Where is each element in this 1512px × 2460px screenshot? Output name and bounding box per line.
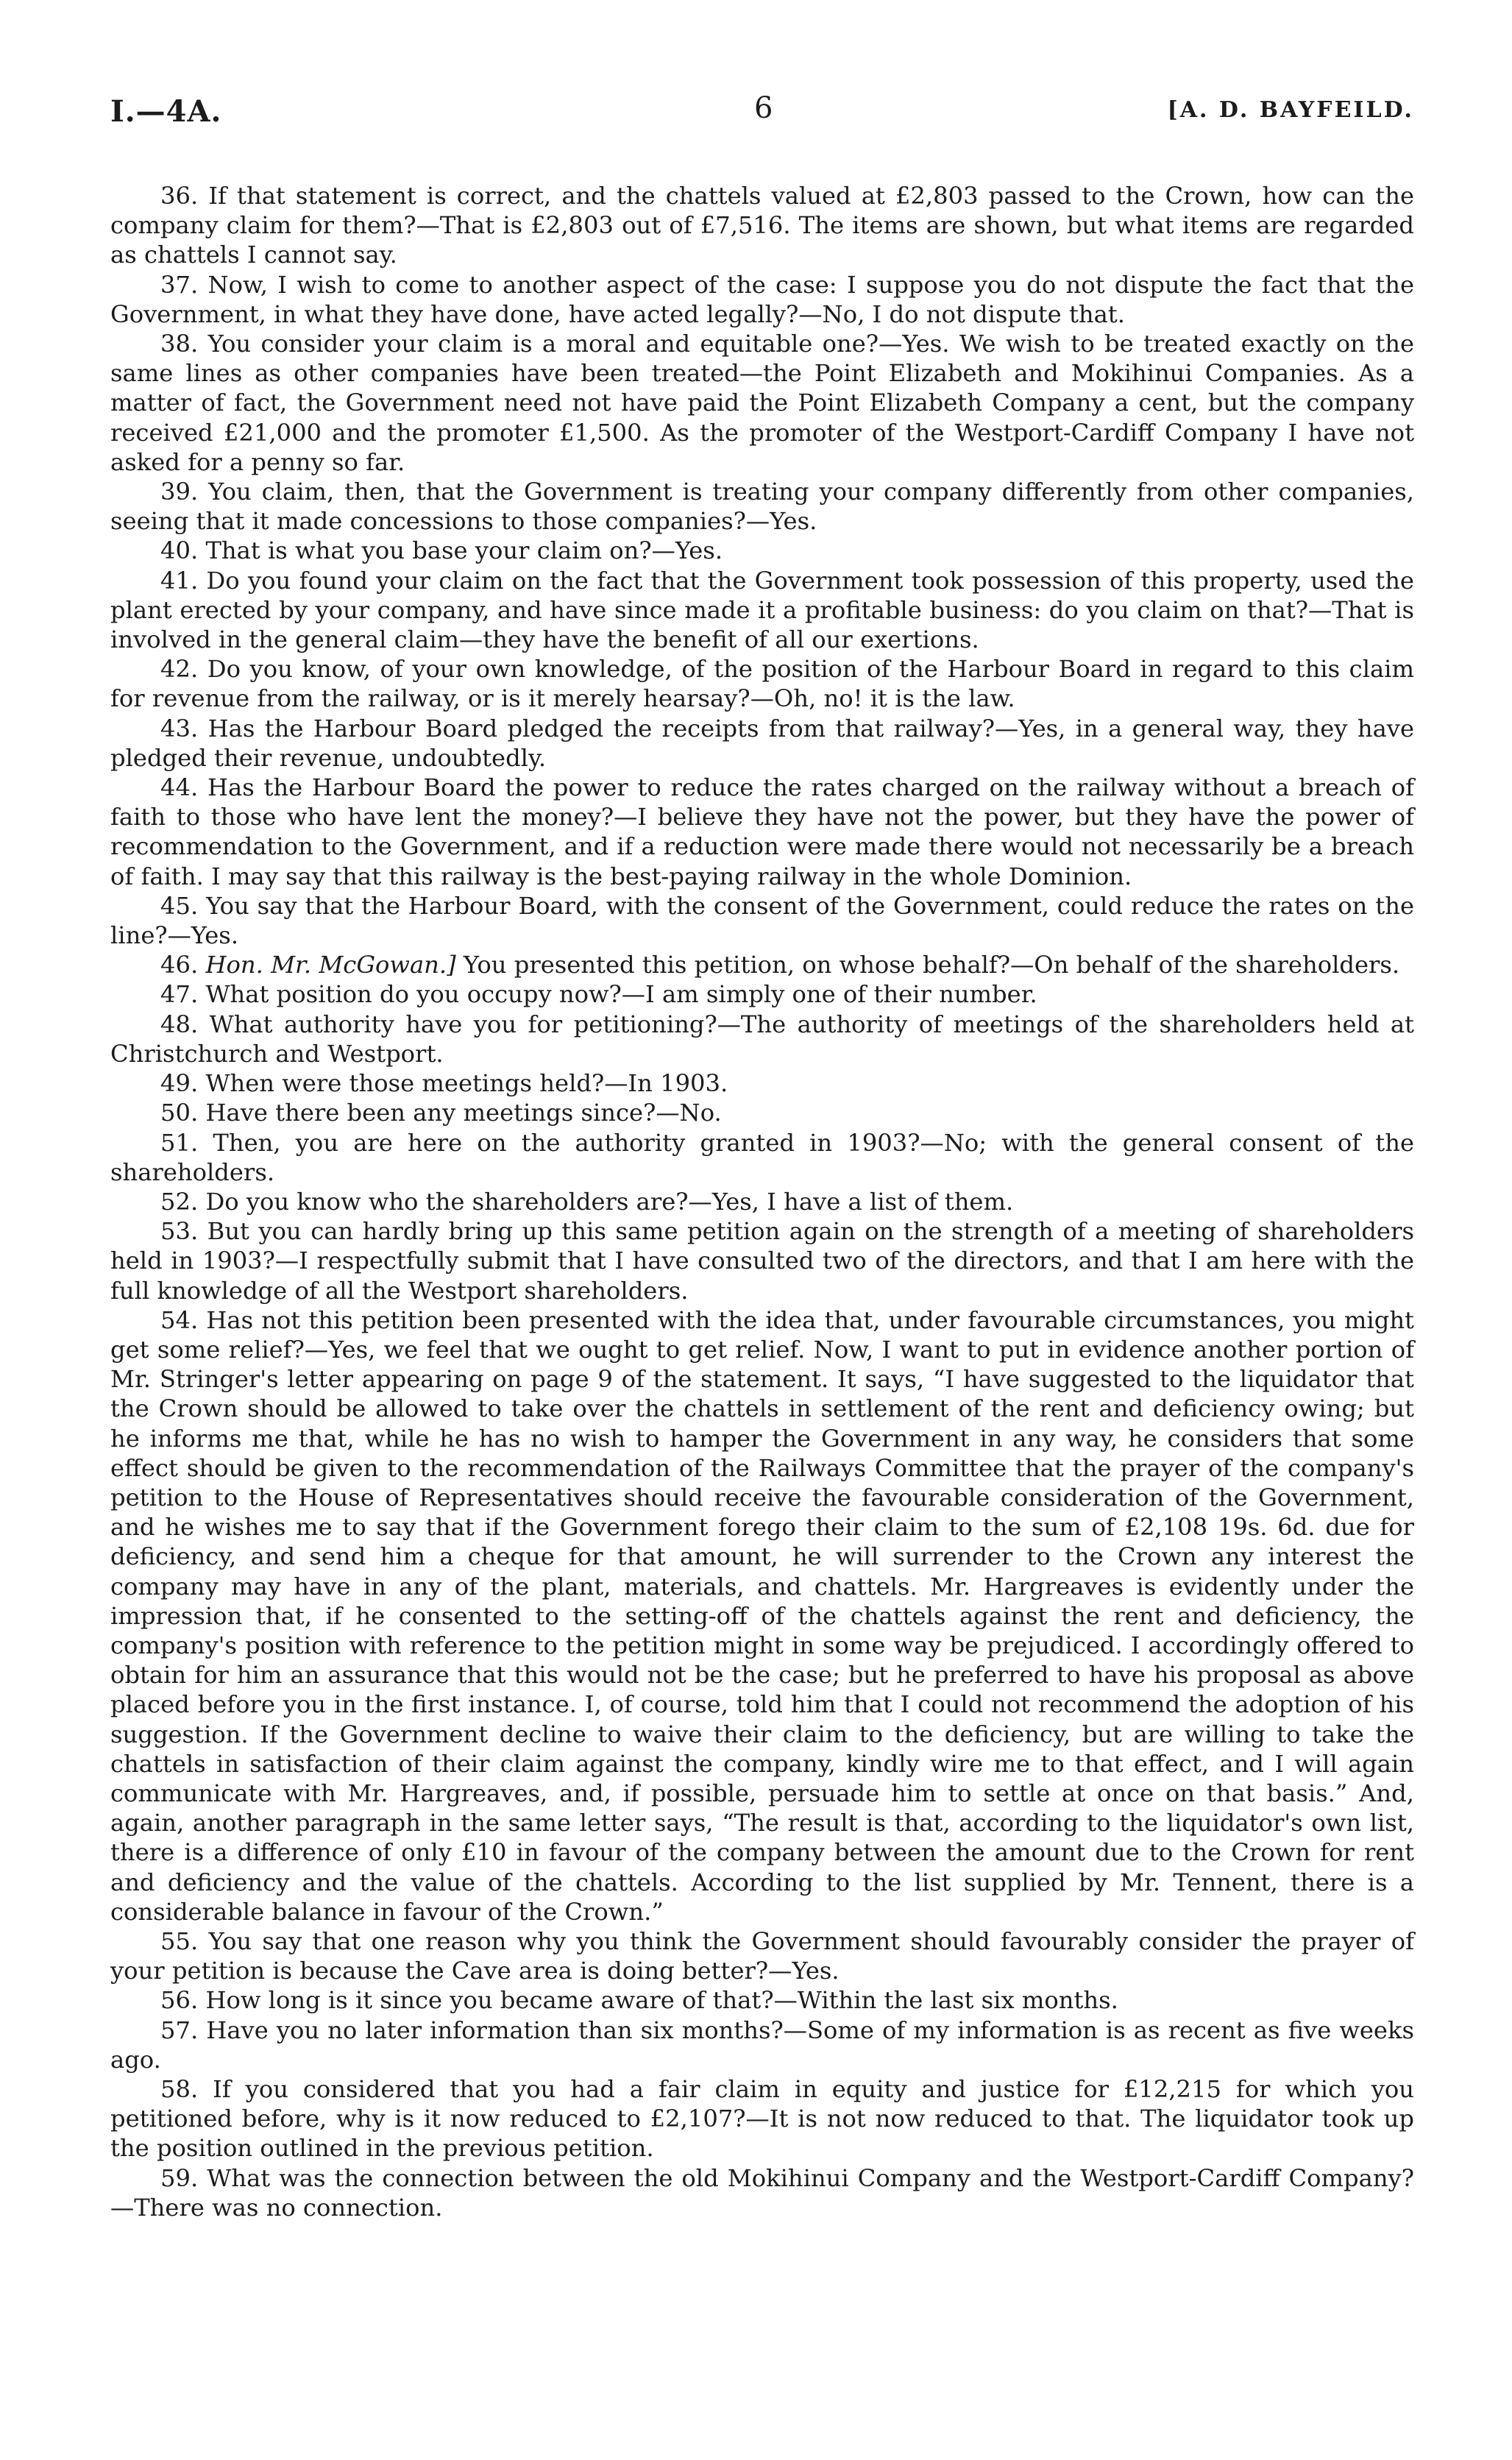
question-46: 46. Hon. Mr. McGowan.] You presented this petition, on whose behalf?—On behalf of the shareholders. bbox=[160, 951, 1400, 979]
question-51: 51. Then, you are here on the authority granted in 1903?—No; with the general consent of the shareholders. bbox=[110, 1128, 1414, 1186]
question-45: 45. You say that the Harbour Board, with the consent of the Government, could reduce the rates on the line?—Yes. bbox=[110, 891, 1415, 950]
document-page bbox=[110, 91, 1415, 2222]
evidence-body bbox=[110, 181, 1414, 2222]
question-56: 56. How long is it since you became aware of that?—Within the last six months. bbox=[160, 1986, 1118, 2015]
question-58: 58. If you considered that you had a fair claim in equity and justice for £12,215 for which you petitioned before, why is it now reduced to £2,107?—It is not now reduced to that. The liquidator took up the position outlined in the previous petition. bbox=[110, 2075, 1415, 2163]
question-54: 54. Has not this petition been presented with the idea that, under favourable circumstances, you might get some relief?—Yes, we feel that we ought to get relief. Now, I want to put in evidence another portion of Mr. Stringer's letter appearing on page 9 of the statement. It says, “I have suggested to the liquidator that the Crown should be allowed to take over the chattels in settlement of the rent and deficiency owing; but he informs me that, while he has no wish to hamper the Government in any way, he considers that some effect should be given to the recommendation of the Railways Committee that the prayer of the company's petition to the House of Representatives should receive the favourable consideration of the Government, and he wishes me to say that if the Government forego their claim to the sum of £2,108 19s. 6d. due for deficiency, and send him a cheque for that amount, he will surrender to the Crown any interest the company may have in any of the plant, materials, and chattels. Mr. Hargreaves is evidently under the impression that, if he consented to the setting-off of the chattels against the rent and deficiency, the company's position with reference to the petition might in some way be prejudiced. I accordingly offered to obtain for him an assurance that this would not be the case; but he preferred to have his proposal as above placed before you in the first instance. I, of course, told him that I could not recommend the adoption of his suggestion. If the Government decline to waive their claim to the deficiency, but are willing to take the chattels in satisfaction of their claim against the company, kindly wire me to that effect, and I will again communicate with Mr. Hargreaves, and, if possible, persuade him to settle at once on that basis.” And, again, another paragraph in the same letter says, “The result is that, according to the liquidator's own list, there is a difference of only £10 in favour of the company between the amount due to the Crown for rent and deficiency and the value of the chattels. According to the list supplied by Mr. Tennent, there is a considerable balance in favour of the Crown.” bbox=[110, 1305, 1414, 1926]
question-37: 37. Now, I wish to come to another aspect of the case: I suppose you do not dispute the fact that the Government, in what they have done, have acted legally?—No, I do not dispute that. bbox=[110, 270, 1414, 328]
question-42: 42. Do you know, of your own knowledge, of the position of the Harbour Board in regard to this claim for revenue from the railway, or is it merely hearsay?—Oh, no! it is the law. bbox=[110, 655, 1414, 713]
page-number: 6 bbox=[754, 91, 773, 125]
page-header bbox=[110, 91, 1414, 138]
question-57: 57. Have you no later information than six months?—Some of my information is as recent as five weeks ago. bbox=[110, 2016, 1414, 2074]
header-witness-name: [A. D. BAYFEILD. bbox=[1167, 97, 1414, 123]
question-48: 48. What authority have you for petitioning?—The authority of meetings of the shareholders held at Christchurch and Westport. bbox=[110, 1010, 1414, 1068]
question-59: 59. What was the connection between the old Mokihinui Company and the Westport-Cardiff Company?—There was no connection. bbox=[110, 2163, 1415, 2222]
header-reference: I.—4A. bbox=[110, 94, 222, 129]
speaker-label: Hon. Mr. McGowan.] bbox=[205, 951, 456, 979]
question-52: 52. Do you know who the shareholders are?—Yes, I have a list of them. bbox=[160, 1187, 1014, 1216]
question-40: 40. That is what you base your claim on?—Yes. bbox=[160, 536, 723, 565]
question-39: 39. You claim, then, that the Government is treating your company differently from other companies, seeing that it made concessions to those companies?—Yes. bbox=[110, 478, 1414, 536]
question-41: 41. Do you found your claim on the fact that the Government took possession of this property, used the plant erected by your company, and have since made it a profitable business: do you claim on that?—That is involved in the general claim—they have the benefit of all our exertions. bbox=[110, 566, 1414, 654]
question-49: 49. When were those meetings held?—In 1903. bbox=[160, 1069, 728, 1098]
question-38: 38. You consider your claim is a moral and equitable one?—Yes. We wish to be treated exactly on the same lines as other companies have been treated—the Point Elizabeth and Mokihinui Companies. As a matter of fact, the Government need not have paid the Point Elizabeth Company a cent, but the company received £21,000 and the promoter £1,500. As the promoter of the Westport-Cardiff Company I have not asked for a penny so far. bbox=[110, 330, 1414, 476]
question-53: 53. But you can hardly bring up this same petition again on the strength of a meeting of shareholders held in 1903?—I respectfully submit that I have consulted two of the directors, and that I am here with the full knowledge of all the Westport shareholders. bbox=[110, 1217, 1414, 1305]
question-44: 44. Has the Harbour Board the power to reduce the rates charged on the railway without a breach of faith to those who have lent the money?—I believe they have not the power, but they have the power of recommendation to the Government, and if a reduction were made there would not necessarily be a breach of faith. I may say that this railway is the best-paying railway in the whole Dominion. bbox=[110, 773, 1414, 890]
question-36: 36. If that statement is correct, and the chattels valued at £2,803 passed to the Crown, how can the company claim for them?—That is £2,803 out of £7,516. The items are shown, but what items are regarded as chattels I cannot say. bbox=[110, 182, 1414, 269]
question-43: 43. Has the Harbour Board pledged the receipts from that railway?—Yes, in a general way, they have pledged their revenue, undoubtedly. bbox=[110, 714, 1414, 772]
question-47: 47. What position do you occupy now?—I am simply one of their number. bbox=[160, 980, 1037, 1009]
question-50: 50. Have there been any meetings since?—No. bbox=[160, 1099, 722, 1127]
question-55: 55. You say that one reason why you think the Government should favourably consider the prayer of your petition is because the Cave area is doing better?—Yes. bbox=[110, 1926, 1414, 1985]
